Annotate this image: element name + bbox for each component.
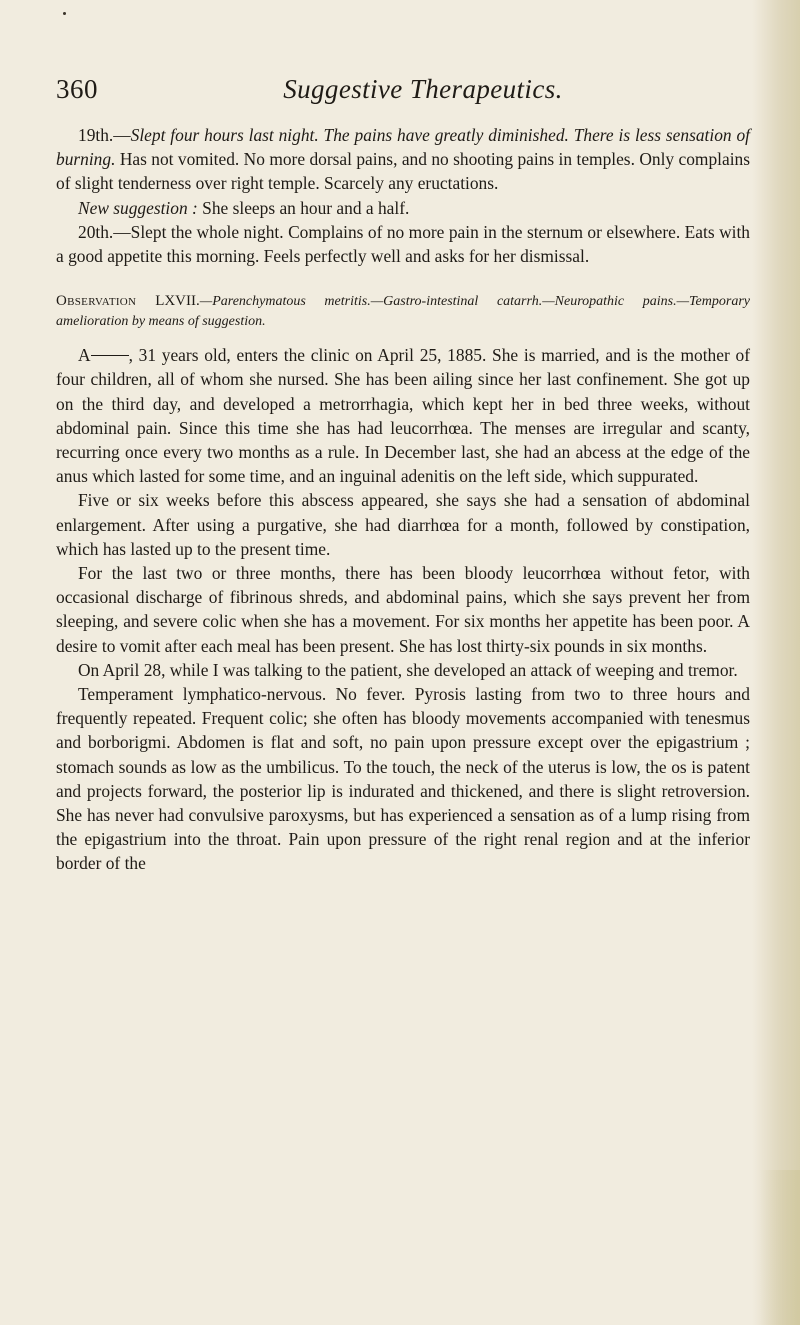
paragraph-abscess: Five or six weeks before this abscess appeared, she says she had a sensation of abdominal enlargement. After using a purgative, she had diarrhœa for a month, followed by constipation, which has lasted up to the present time. (56, 490, 750, 559)
running-head: Suggestive Therapeutics. (283, 74, 563, 104)
print-speck (63, 12, 66, 15)
paragraph-text: Has not vomited. No more dorsal pains, and no shooting pains in temples. Only complains of slight tenderness over right temple. Scarcely any eructations. (56, 149, 750, 194)
page-edge-stain (760, 1170, 800, 1325)
paragraph-temperament: Temperament lymphatico-nervous. No fever. Pyrosis lasting from two to three hours and frequently repeated. Frequent colic; she often has bloody movements accompanied with tenesmus and borborigmi. Abdomen is flat and soft, no pain upon pressure except over the epigastrium ; stomach sounds as low as the umbilicus. To the touch, the neck of the uterus is low, the os is patent and projects forward, the posterior lip is indurated and thickened, and there is slight retroversion. She has never had convulsive paroxysms, but has experienced a sensation as of a lump rising from the epigastrium into the throat. Pain upon pressure of the right renal region and at the inferior border of the (56, 684, 750, 874)
paragraph-april-28: On April 28, while I was talking to the patient, she developed an attack of weeping and tremor. (78, 659, 738, 680)
body-text (56, 123, 750, 876)
observation-heading (56, 291, 750, 332)
page-number: 360 (56, 74, 98, 104)
patient-initial: A (78, 345, 91, 366)
paragraph-20th: 20th.—Slept the whole night. Complains of no more pain in the sternum or elsewhere. Eats with a good appetite this morning. Feels perfectly well and asks for her dismissal. (56, 221, 750, 267)
observation-number: LXVII. (136, 293, 200, 310)
observation-title: —Parenchymatous metritis.—Gastro-intestinal catarrh.—Neuropathic pains.—Temporary amelioration by means of suggestion. (56, 294, 750, 330)
paragraph-19th (56, 123, 750, 196)
suggestion-label: New suggestion : (78, 197, 198, 218)
paragraph-new-suggestion (56, 196, 750, 220)
entry-date: 19th. (78, 125, 114, 145)
dash: — (113, 125, 131, 145)
paragraph-text: She sleeps an hour and a half. (197, 197, 410, 218)
name-blank (91, 355, 129, 356)
italic-report: Slept four hours last night. The pains have greatly diminished. There is less sensation of burning. (56, 125, 750, 170)
paragraph-text: , 31 years old, enters the clinic on April 25, 1885. She is married, and is the mother of four children, all of whom she nursed. She has been ailing since her last confinement. She got up on the third day, and developed a metrorrhagia, which kept her in bed three weeks, without abdominal pain. Since this time she has had leucorrhœa. The menses are irregular and scanty, recurring once every two months as a rule. In December last, she had an abcess at the edge of the anus which lasted for some time, and an inguinal adenitis on the left side, which suppurated. (56, 345, 750, 487)
paragraph-leucorrhoea: For the last two or three months, there has been bloody leucorrhœa without fetor, with occasional discharge of fibrinous shreds, and abdominal pains, which she says prevent her from sleeping, and severe colic when she has a movement. For six months her appetite has been poor. A desire to vomit after each meal has been present. She has lost thirty-six pounds in six months. (56, 563, 750, 656)
page-edge-shadow (752, 0, 800, 1325)
observation-label: Observation (56, 293, 137, 310)
paragraph-patient-history (56, 343, 750, 488)
